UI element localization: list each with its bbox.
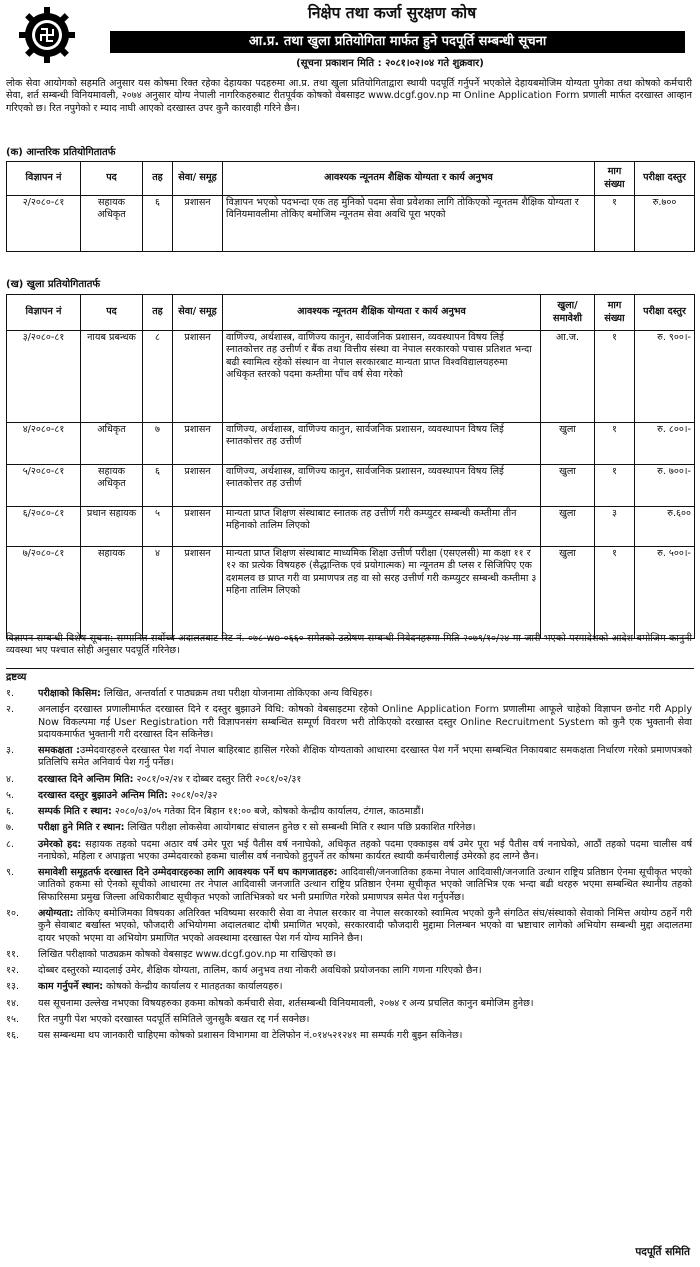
list-item <box>6 908 692 945</box>
item-number: १६. <box>6 1030 20 1042</box>
list-item <box>6 949 692 961</box>
col-demand: माग संख्या <box>595 162 635 196</box>
col-fee: परीक्षा दस्तुर <box>635 295 695 331</box>
item-text: रित नपुगी पेश भएको दरखास्त पदपूर्ति समितिले जुनसुकै बखत रद्द गर्न सक्नेछ। <box>38 1013 310 1025</box>
table-row <box>7 547 695 639</box>
cell-fee: रु.६०० <box>635 507 695 547</box>
col-service: सेवा/ समूह <box>173 295 223 331</box>
col-qualification: आवश्यक न्यूनतम शैक्षिक योग्यता र कार्य अनुभव <box>223 162 595 196</box>
item-text: यस सम्बन्धमा थप जानकारी चाहिएमा कोषको प्रशासन विभागमा वा टेलिफोन नं.०१४५२१२४१ मा सम्पर्क गरी बुझ्न सकिनेछ। <box>38 1030 463 1042</box>
item-label: अयोग्यता: <box>38 907 74 919</box>
internal-table <box>6 161 695 252</box>
cell-fee: रु.७०० <box>635 196 695 252</box>
item-label: समकक्षता : <box>38 745 80 757</box>
table-row <box>7 331 695 423</box>
cell-service: प्रशासन <box>173 423 223 465</box>
item-text: सहायक तहको पदमा अठार वर्ष उमेर पूरा भई पैतीस वर्ष ननाघेको, अधिकृत तहको पदमा एक्काइस वर्ष उमेर पूरा भई पैतीस वर्ष ननाघेको, आठौं तहको पदमा चालीस वर्ष ननाघेको, महिला र अपाङ्गता भएका उम्मेदवारको हकमा चालीस वर्ष ननाघेको हुनुपर्ने तर कोषमा कार्यरत स्थायी कर्मचारीलाई उमेरको हद लाग्ने छैन। <box>38 838 692 862</box>
cell-qualification: मान्यता प्राप्त शिक्षण संस्थाबाट स्नातक तह उत्तीर्ण गरी कम्प्युटर सम्बन्धी कम्तीमा तीन महिनाको तालिम लिएको <box>223 507 541 547</box>
cell-demand: १ <box>595 465 635 507</box>
item-number: २. <box>6 704 15 716</box>
list-item <box>6 1030 692 1042</box>
cell-qualification: मान्यता प्राप्त शिक्षण संस्थाबाट माध्यमिक शिक्षा उत्तीर्ण परीक्षा (एसएलसी) मा कक्षा ११ र १२ का प्रत्येक विषयहरु (सैद्धान्तिक एवं प्रयोगात्मक) मा न्यूनतम डी प्लस र सिजिपिए एक दशमलव छ प्राप्त गरी वा प्रमाणपत्र तह वा सो सरह उत्तीर्ण गरी कम्प्युटर सम्बन्धी कम्तीमा ३ महिना तालिम लिएको <box>223 547 541 639</box>
item-label: दरखास्त दिने अन्तिम मिति: <box>38 773 134 785</box>
item-text: अनलाईन दरखास्त प्रणालीमार्फत दरखास्त दिने र दस्तुर बुझाउने विधि: कोषको वेबसाइटमा रहेको Online Application Form प्रणालीमा आफूले चाहेको विज्ञापन छनोट गरी Apply Now विकल्पमा गई User Registration गरी विज्ञापनसंग सम्बन्धित सम्पूर्ण विवरण भरी तोकिएको दरखास्त दस्तुर Online Recruitment System को कुनै एक भुक्तानी सेवा प्रदायकमार्फत भुक्तानी गरी दरखास्त दिन सकिनेछ। <box>38 704 692 740</box>
item-label: परीक्षा हुने मिति र स्थान: <box>38 822 125 834</box>
cell-ad-no: ४/२०८०-८१ <box>7 423 81 465</box>
item-label: सम्पर्क मिति र स्थान: <box>38 806 112 818</box>
table-row <box>7 196 695 252</box>
notice-banner: आ.प्र. तथा खुला प्रतियोगिता मार्फत हुने पदपूर्ति सम्बन्धी सूचना <box>110 31 685 53</box>
cell-ad-no: ७/२०८०-८१ <box>7 547 81 639</box>
open-heading: (ख) खुला प्रतियोगितातर्फ <box>6 279 101 290</box>
item-text: यस सूचनामा उल्लेख नभएका विषयहरुका हकमा कोषको कर्मचारी सेवा, शर्तसम्बन्धी विनियमावली, २०७४ र अन्य प्रचलित कानुन बमोजिम हुनेछ। <box>38 997 534 1009</box>
publication-date: (सूचना प्रकाशन मिति : २०८१।०२।०४ गते शुक्रवार) <box>296 58 484 69</box>
cell-post: सहायक अधिकृत <box>81 196 143 252</box>
cell-ad-no: ६/२०८०-८१ <box>7 507 81 547</box>
open-table <box>6 294 695 639</box>
internal-heading: (क) आन्तरिक प्रतियोगितातर्फ <box>6 147 116 158</box>
signature: पदपूर्ति समिति <box>635 1246 690 1258</box>
item-number: ९. <box>6 867 15 879</box>
item-label: समावेशी समूहतर्फ दरखास्त दिने उम्मेदवारहरुका लागि आवश्यक पर्ने थप कागजातहरु: <box>38 867 338 879</box>
cell-type: खुला <box>541 507 595 547</box>
list-item <box>6 998 692 1010</box>
item-text: लिखित परीक्षाको पाठ्यक्रम कोषको वेबसाइट www.dcgf.gov.np मा राखिएको छ। <box>38 948 337 960</box>
cell-demand: ३ <box>595 507 635 547</box>
item-label: काम गर्नुपर्ने स्थान: <box>38 981 104 993</box>
item-text: आदिवासी/जनजातिका हकमा नेपाल आदिवासी/जनजाति उत्थान राष्ट्रिय प्रतिष्ठान ऐनमा सूचीकृत भएको जातिको हकमा सो ऐनको सूचीको आधारमा तर नेपाल आदिवासी जनजाति उत्थान राष्ट्रिय प्रतिष्ठान ऐनमा सूचीकृत भएको जातिभित्र एक भन्दा बढी थरहरु भएमा सम्बन्धित स्थानीय तहको सिफारिसमा प्रमुख जिल्ला अधिकारीबाट सूचीकृत भएको जातिभित्रको थर भनी प्रमाणित गरेको प्रमाणपत्र समेत पेश गर्नुपर्नेछ। <box>38 867 692 903</box>
cell-demand: १ <box>595 331 635 423</box>
cell-fee: रु. ७००।- <box>635 465 695 507</box>
cell-demand: १ <box>595 547 635 639</box>
list-item <box>6 965 692 977</box>
item-number: १३. <box>6 981 20 993</box>
gear-logo-icon <box>17 5 77 65</box>
list-item <box>6 1014 692 1026</box>
cell-post: प्रधान सहायक <box>81 507 143 547</box>
cell-qualification: वाणिज्य, अर्थशास्त्र, वाणिज्य कानुन, सार्वजनिक प्रशासन, व्यवस्थापन विषय लिई स्नातकोत्तर तह उत्तीर्ण <box>223 423 541 465</box>
cell-service: प्रशासन <box>173 465 223 507</box>
col-type: खुला/ समावेशी <box>541 295 595 331</box>
col-qualification: आवश्यक न्यूनतम शैक्षिक योग्यता र कार्य अनुभव <box>223 295 541 331</box>
cell-ad-no: ५/२०८०-८१ <box>7 465 81 507</box>
cell-level: ५ <box>143 507 173 547</box>
table-row <box>7 465 695 507</box>
col-ad-no: विज्ञापन नं <box>7 162 81 196</box>
list-item <box>6 867 692 904</box>
list-item <box>6 806 692 818</box>
cell-level: ४ <box>143 547 173 639</box>
cell-level: ८ <box>143 331 173 423</box>
item-label: परीक्षाको किसिम: <box>38 688 101 699</box>
cell-level: ७ <box>143 423 173 465</box>
cell-service: प्रशासन <box>173 196 223 252</box>
cell-qualification: विज्ञापन भएको पदभन्दा एक तह मुनिको पदमा सेवा प्रवेशका लागि तोकिएको न्यूनतम शैक्षिक योग्यता र विनियमावलीमा तोकिए बमोजिम न्यूनतम सेवा अवधि पूरा भएको <box>223 196 595 252</box>
cell-post: नायब प्रबन्धक <box>81 331 143 423</box>
item-text: २०८१/०२/२४ र दोब्बर दस्तुर तिरी २०८१/०२/३१ <box>133 773 302 785</box>
page-title: निक्षेप तथा कर्जा सुरक्षण कोष <box>307 4 477 22</box>
col-demand: माग संख्या <box>595 295 635 331</box>
table-row <box>7 507 695 547</box>
list-item <box>6 790 692 802</box>
cell-fee: रु. ८००।- <box>635 423 695 465</box>
cell-ad-no: ३/२०८०-८१ <box>7 331 81 423</box>
list-item <box>6 981 692 993</box>
cell-ad-no: २/२०८०-८१ <box>7 196 81 252</box>
cell-qualification: वाणिज्य, अर्थशास्त्र, वाणिज्य कानुन, सार्वजनिक प्रशासन, व्यवस्थापन विषय लिई स्नातकोत्तर तह उत्तीर्ण <box>223 465 541 507</box>
item-text: कोषको केन्द्रीय कार्यालय र मातहतका कार्यालयहरु। <box>103 981 283 993</box>
item-number: ५. <box>6 789 15 801</box>
cell-type: आ.ज. <box>541 331 595 423</box>
item-label: उमेरको हद: <box>38 838 82 850</box>
item-number: १. <box>6 688 15 699</box>
cell-fee: रु. ५००।- <box>635 547 695 639</box>
item-text: उम्मेदवारहरुले दरखास्त पेश गर्दा नेपाल बाहिरबाट हासिल गरेको शैक्षिक योग्यताको आधारमा दरखास्त पेश गर्ने भएमा सम्बन्धित निकायबाट समकक्षता निर्धारण गरेको प्रमाणपत्रको प्रतिलिपि समेत अनिवार्य पेश गर्नु पर्नेछ। <box>38 745 692 769</box>
item-number: ७. <box>6 822 15 834</box>
item-number: १०. <box>6 907 20 919</box>
item-number: ४. <box>6 773 15 785</box>
cell-level: ६ <box>143 465 173 507</box>
item-text: दोब्बर दस्तुरको म्यादलाई उमेर, शैक्षिक योग्यता, तालिम, कार्य अनुभव तथा नोकरी अवधिको प्रयोजनका लागि गणना गरिएको छैन। <box>38 965 482 977</box>
cell-fee: रु. ९००।- <box>635 331 695 423</box>
list-item <box>6 704 692 741</box>
item-number: १२. <box>6 965 20 977</box>
intro-paragraph: लोक सेवा आयोगको सहमति अनुसार यस कोषमा रिक्त रहेका देहायका पदहरुमा आ.प्र. तथा खुला प्रतियोगिताद्वारा स्थायी पदपूर्ति गर्नुपर्ने भएकोले देहायबमोजिम योग्यता पुगेका तथा कोषको कर्मचारी सेवा, शर्त सम्बन्धी विनियमावली, २०७४ अनुसार योग्य नेपाली नागरिकहरुबाट रीतपूर्वक कोषको वेबसाइट www.dcgf.gov.np मा Online Application Form प्रणाली मार्फत दरखास्त आव्हान गरिएको छ। रित नपुगेको र म्याद नाघी आएको दरखास्त उपर कुनै कारवाही गरिने छैन। <box>6 78 692 114</box>
cell-demand: १ <box>595 196 635 252</box>
col-level: तह <box>143 162 173 196</box>
item-text: तोकिए बमोजिमका विषयका अतिरिक्त भविष्यमा सरकारी सेवा वा नेपाल सरकार वा नेपाल सरकारको स्वामित्व भएको कुनै संगठित संघ/संस्थाको सेवाको निमित्त अयोग्य ठहर्ने गरी कुनै सेवाबाट बर्खास्त भएको, फौजदारी अभियोगमा अदालतबाट दोषी प्रमाणित भएको, सरकारवादी फौजदारी मुद्दामा निलम्बन भएको वा भ्रष्टाचार लागेको अभियोग सम्बन्धी मुद्दा अदालतमा दायर भएको भएमा वा अभियोग प्रमाणित भएको अवस्थामा दरखास्त पेश गर्न योग्य मानिने छैन। <box>38 907 692 944</box>
col-level: तह <box>143 295 173 331</box>
item-text: लिखित, अन्तर्वार्ता र पाठ्यक्रम तथा परीक्षा योजनामा तोकिएका अन्य विधिहरु। <box>100 688 373 699</box>
cell-type: खुला <box>541 465 595 507</box>
list-item <box>6 774 692 786</box>
cell-post: सहायक अधिकृत <box>81 465 143 507</box>
cell-demand: १ <box>595 423 635 465</box>
col-service: सेवा/ समूह <box>173 162 223 196</box>
item-number: ११. <box>6 948 20 960</box>
item-text: २०८०/०३/०५ गतेका दिन बिहान ११:०० बजे, कोषको केन्द्रीय कार्यालय, टंगाल, काठमाडौं। <box>111 806 424 818</box>
col-fee: परीक्षा दस्तुर <box>635 162 695 196</box>
col-ad-no: विज्ञापन नं <box>7 295 81 331</box>
list-item <box>6 745 692 770</box>
table-row <box>7 423 695 465</box>
item-number: ६. <box>6 806 15 818</box>
cell-type: खुला <box>541 547 595 639</box>
cell-service: प्रशासन <box>173 331 223 423</box>
cell-service: प्रशासन <box>173 547 223 639</box>
list-item <box>6 822 692 834</box>
item-text: लिखित परीक्षा लोकसेवा आयोगबाट संचालन हुनेछ र सो सम्बन्धी मिति र स्थान पछि प्रकाशित गरिनेछ। <box>124 822 476 834</box>
cell-qualification: वाणिज्य, अर्थशास्त्र, वाणिज्य कानुन, सार्वजनिक प्रशासन, व्यवस्थापन विषय लिई स्नातकोत्तर तह उत्तीर्ण र बैंक तथा वित्तीय संस्था वा नेपाल सरकारको पचास प्रतिशत भन्दा बढी स्वामित्व रहेको संस्थान वा नेपाल सरकारबाट मान्यता प्राप्त विश्वविद्यालयहरुमा अधिकृत स्तरको पदमा कम्तीमा पाँच वर्ष सेवा गरेको <box>223 331 541 423</box>
notes-list <box>6 688 692 1046</box>
list-item <box>6 688 692 700</box>
cell-service: प्रशासन <box>173 507 223 547</box>
list-item <box>6 839 692 864</box>
cell-post: अधिकृत <box>81 423 143 465</box>
special-note: विज्ञापन सम्बन्धी विशेष सूचना: सम्मानित सर्वोच्च अदालतबाट रिट नं. ०७८-wo-०६६० समेतको उत्प्रेषण सम्बन्धी निवेदनहरुमा मिति २०७९/१०/२४ मा जारी भएको परमादेशको आदेश बमोजिम कानुनी व्यवस्था भए पश्चात सोही अनुसार पदपूर्ति गरिनेछ। <box>6 633 692 657</box>
item-number: ८. <box>6 838 15 850</box>
item-number: १४. <box>6 997 20 1009</box>
col-post: पद <box>81 162 143 196</box>
cell-type: खुला <box>541 423 595 465</box>
divider <box>6 668 694 669</box>
item-text: २०८१/०२/३२ <box>167 789 218 801</box>
cell-level: ६ <box>143 196 173 252</box>
notes-heading: द्रष्टव्य <box>6 672 27 683</box>
item-number: ३. <box>6 745 15 757</box>
item-number: १५. <box>6 1013 20 1025</box>
cell-post: सहायक <box>81 547 143 639</box>
item-label: दरखास्त दस्तुर बुझाउने अन्तिम मिति: <box>38 789 168 801</box>
col-post: पद <box>81 295 143 331</box>
